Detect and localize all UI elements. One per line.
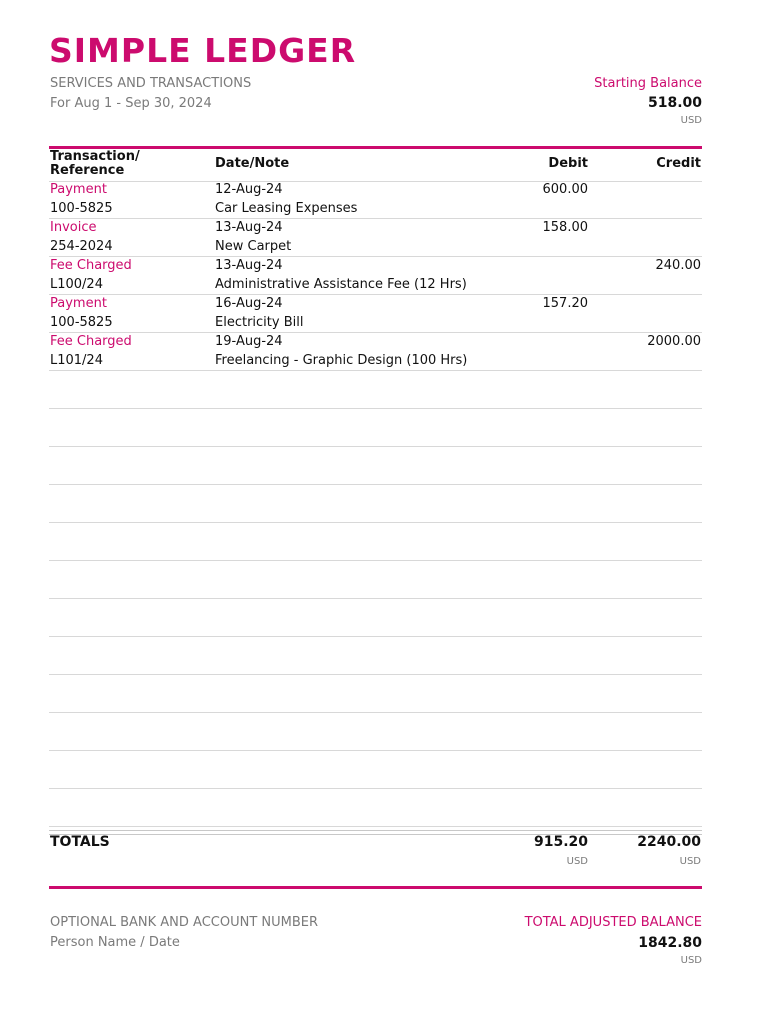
ledger-subtitle: SERVICES AND TRANSACTIONS: [50, 76, 252, 91]
table-row: [49, 219, 702, 257]
transactions-table: [49, 181, 702, 827]
total-adjusted-balance-value: 1842.80: [638, 935, 702, 951]
ledger-period: For Aug 1 - Sep 30, 2024: [50, 96, 212, 111]
starting-balance-label: Starting Balance: [594, 76, 702, 91]
transaction-date: 19-Aug-24: [215, 334, 283, 349]
table-row: [49, 561, 702, 599]
table-row: [49, 295, 702, 333]
table-row: [49, 637, 702, 675]
column-header-reference: Transaction/ Reference: [50, 149, 140, 178]
totals-debit-currency: USD: [566, 856, 588, 867]
transaction-date: 13-Aug-24: [215, 220, 283, 235]
starting-balance-value: 518.00: [647, 95, 702, 111]
transaction-date: 16-Aug-24: [215, 296, 283, 311]
table-row: [49, 485, 702, 523]
transaction-reference: 100-5825: [50, 315, 113, 330]
bank-account-label: OPTIONAL BANK AND ACCOUNT NUMBER: [50, 915, 319, 930]
table-header: [49, 149, 702, 182]
transaction-type: Fee Charged: [50, 258, 132, 273]
transaction-reference: L101/24: [50, 353, 103, 368]
totals-label: TOTALS: [50, 834, 110, 850]
table-row: [49, 713, 702, 751]
table-row: [49, 371, 702, 409]
totals-divider: [49, 830, 702, 835]
transaction-date: 12-Aug-24: [215, 182, 283, 197]
table-row: [49, 333, 702, 371]
table-row: [49, 599, 702, 637]
totals-credit: 2240.00: [637, 834, 701, 850]
starting-balance-currency: USD: [680, 115, 702, 126]
totals-debit: 915.20: [533, 834, 588, 850]
transaction-debit: 158.00: [542, 220, 588, 235]
transaction-credit: 2000.00: [647, 334, 701, 349]
transaction-reference: 254-2024: [50, 239, 113, 254]
column-header-credit: Credit: [656, 156, 701, 171]
transaction-note: Electricity Bill: [215, 315, 304, 330]
table-row: [49, 257, 702, 295]
column-header-debit: Debit: [548, 156, 588, 171]
transaction-credit: 240.00: [655, 258, 701, 273]
table-row: [49, 181, 702, 219]
table-row: [49, 789, 702, 827]
table-row: [49, 751, 702, 789]
table-row: [49, 447, 702, 485]
transaction-type: Payment: [50, 296, 107, 311]
table-row: [49, 675, 702, 713]
total-adjusted-balance-currency: USD: [680, 955, 702, 966]
totals-credit-currency: USD: [679, 856, 701, 867]
column-header-date-note: Date/Note: [215, 156, 290, 171]
transaction-type: Payment: [50, 182, 107, 197]
transaction-note: Car Leasing Expenses: [215, 201, 358, 216]
transaction-note: New Carpet: [215, 239, 292, 254]
transaction-type: Fee Charged: [50, 334, 132, 349]
transaction-date: 13-Aug-24: [215, 258, 283, 273]
transaction-debit: 157.20: [542, 296, 588, 311]
footer-divider: [49, 886, 702, 889]
table-row: [49, 409, 702, 447]
page-title: SIMPLE LEDGER: [49, 31, 357, 70]
transaction-reference: 100-5825: [50, 201, 113, 216]
transaction-reference: L100/24: [50, 277, 103, 292]
total-adjusted-balance-label: TOTAL ADJUSTED BALANCE: [524, 915, 702, 930]
transaction-note: Freelancing - Graphic Design (100 Hrs): [215, 353, 468, 368]
transaction-debit: 600.00: [542, 182, 588, 197]
table-row: [49, 523, 702, 561]
person-name-date-label: Person Name / Date: [50, 935, 180, 950]
transaction-note: Administrative Assistance Fee (12 Hrs): [215, 277, 467, 292]
transaction-type: Invoice: [50, 220, 97, 235]
